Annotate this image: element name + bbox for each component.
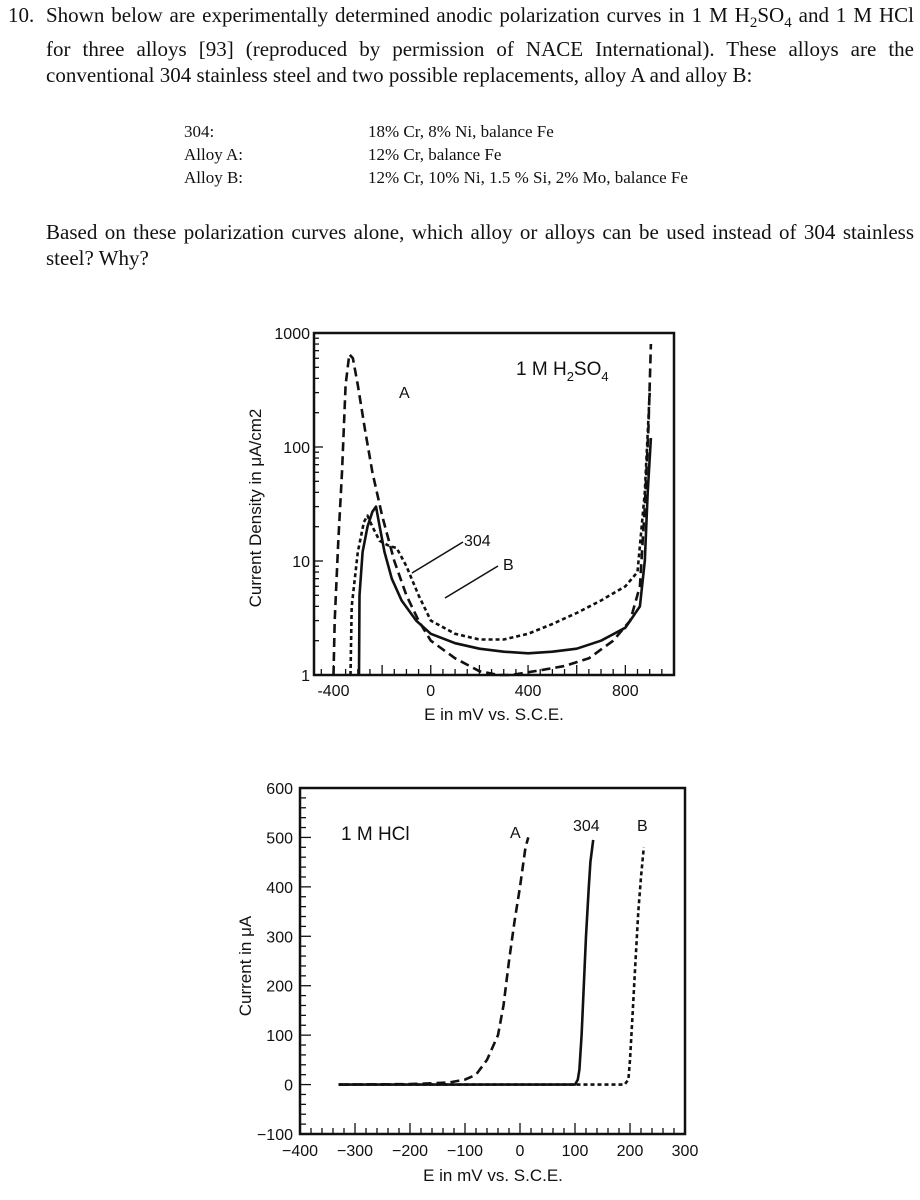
alloy-composition: 12% Cr, 10% Ni, 1.5 % Si, 2% Mo, balance Fe bbox=[368, 168, 688, 187]
series-label-b: B bbox=[637, 818, 648, 835]
series-label-b: B bbox=[503, 557, 514, 574]
y-tick-label: −100 bbox=[256, 1127, 293, 1144]
x-tick-label: -400 bbox=[317, 683, 350, 700]
alloy-composition: 12% Cr, balance Fe bbox=[368, 145, 502, 164]
y-tick-label: 10 bbox=[292, 554, 310, 571]
problem-text-part: SO bbox=[757, 3, 785, 27]
y-tick-label: 100 bbox=[266, 1028, 293, 1046]
problem-text-part: Shown below are experimentally determined anodic polarization curves in 1 M H bbox=[46, 3, 750, 27]
y-tick-label: 0 bbox=[284, 1077, 293, 1095]
series-label-a: A bbox=[510, 825, 521, 842]
y-tick-label: 200 bbox=[266, 978, 293, 996]
alloy-name: Alloy B: bbox=[184, 168, 244, 187]
y-tick-label: 300 bbox=[266, 929, 293, 947]
series-label-304: 304 bbox=[464, 533, 491, 550]
subscript: 4 bbox=[784, 15, 792, 32]
x-tick-label: 800 bbox=[611, 683, 639, 700]
x-tick-label: −400 bbox=[281, 1143, 319, 1160]
y-tick-label: 1000 bbox=[274, 326, 310, 343]
y-tick-label: 100 bbox=[283, 440, 310, 457]
x-tick-label: −300 bbox=[336, 1143, 374, 1160]
series-line-b bbox=[351, 393, 650, 675]
x-tick-label: 0 bbox=[426, 683, 436, 700]
leader-line-304 bbox=[412, 542, 463, 573]
y-tick-label: 500 bbox=[266, 830, 293, 848]
tick-marks bbox=[314, 338, 662, 675]
y-axis-label: Current Density in μA/cm2 bbox=[246, 408, 265, 608]
alloy-composition: 18% Cr, 8% Ni, balance Fe bbox=[368, 122, 554, 141]
alloy-name: Alloy A: bbox=[184, 145, 244, 164]
x-tick-label: 100 bbox=[561, 1143, 589, 1160]
problem-text-part: and 1 M HCl for three alloys [93] (reproduced by permission of NACE International). These alloys are the conventional 304 stainless steel and two possible replacements, alloy A and alloy B: bbox=[46, 3, 914, 88]
plot-frame bbox=[314, 333, 674, 675]
x-tick-label: 300 bbox=[671, 1143, 699, 1160]
series-line-a bbox=[334, 344, 651, 675]
y-tick-label: 600 bbox=[266, 781, 293, 798]
x-axis-label: E in mV vs. S.C.E. bbox=[423, 1166, 563, 1185]
leader-line-b bbox=[445, 566, 498, 598]
x-axis-label: E in mV vs. S.C.E. bbox=[424, 705, 564, 724]
x-tick-label: 200 bbox=[616, 1143, 644, 1160]
question-text: Based on these polarization curves alone, which alloy or alloys can be used instead of 304 stainless steel? Why? bbox=[46, 220, 914, 270]
y-tick-label: 400 bbox=[266, 879, 293, 897]
y-axis-label: Current in μA bbox=[236, 915, 255, 1017]
problem-number: 10. bbox=[8, 3, 35, 27]
alloy-name: 304: bbox=[184, 122, 215, 141]
x-tick-label: 400 bbox=[514, 683, 542, 700]
series-label-a: A bbox=[399, 385, 410, 402]
chart-title: 1 M HCl bbox=[341, 824, 410, 845]
subscript: 2 bbox=[749, 15, 758, 32]
data-series bbox=[334, 344, 651, 675]
y-tick-label: 1 bbox=[301, 668, 310, 685]
x-tick-label: −100 bbox=[446, 1143, 484, 1160]
series-label-304: 304 bbox=[573, 818, 600, 835]
x-tick-label: 0 bbox=[515, 1143, 525, 1160]
chart-title: 1 M $H_2SO_4$ bbox=[516, 359, 609, 384]
x-tick-label: −200 bbox=[391, 1143, 429, 1160]
